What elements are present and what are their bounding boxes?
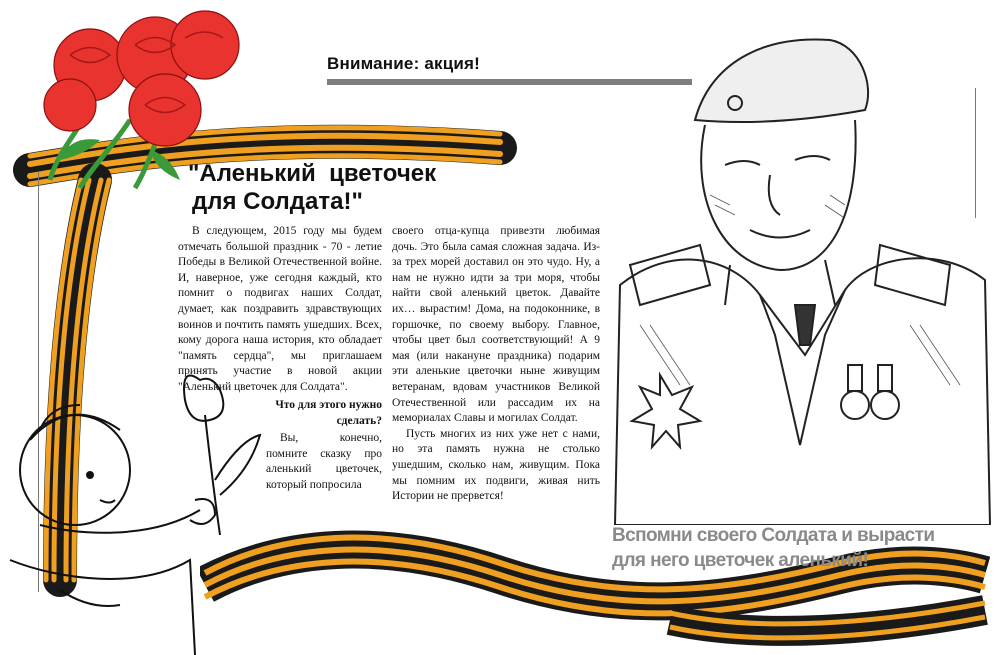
slogan-line-2: для него цветочек аленький!	[612, 550, 869, 571]
article-title	[188, 160, 488, 216]
slogan	[612, 523, 952, 573]
subheading: Что для этого нужно сделать?	[275, 399, 382, 427]
article-column-2	[392, 224, 600, 505]
title-line-1: "Аленький цветочек	[188, 160, 437, 187]
rubric-heading: Внимание: акция!	[327, 54, 481, 73]
paragraph-intro: В следующем, 2015 году мы будем отмечать большой праздник - 70 - летие Победы в Великой Отечественной войне. И, наверное, уже сегодня каждый, кто помнит о подвигах наших Солдат, думает, как поздравить здравствующих воинов и почтить память ушедших. Всех, кому дорога наша история, кто обладает "память сердца", мы приглашаем принять участие в новой акции "Аленький цветочек для Солдата".	[178, 225, 382, 393]
paragraph-fairytale: Вы, конечно, помните сказку про аленький цветочек, который попросила	[266, 432, 382, 491]
paragraph-grow-flowers: своего отца-купца привезти любимая дочь. Это была самая сложная задача. Из-за трех морей доставил он это чудо. Ну, а нам не нужно идти за три моря, чтобы найти свой аленький цветок. Давайте их… вырастим! Дома, на подоконнике, в горшочке, по своему выбору. Главное, чтобы цвет был соответствующий! А 9 мая (или накануне праздника) подарим эти аленькие цветочки ныне живущим ветеранам, вдовам участников Великой Отечественной или рассадим их на мемориалах Славы и могилах Солдат.	[392, 225, 600, 425]
title-line-2: для Солдата!"	[192, 188, 363, 215]
paragraph-memory: Пусть многих из них уже нет с нами, но эта память нужна не столько ушедшим, сколько нам, живущим. Пока мы помним их подвиги, живая нить Истории не прервется!	[392, 427, 600, 503]
article-column-1-bottom	[266, 399, 382, 494]
slogan-line-1: Вспомни своего Солдата и вырасти	[612, 525, 935, 546]
veteran-soldier-portrait-icon	[610, 25, 995, 525]
